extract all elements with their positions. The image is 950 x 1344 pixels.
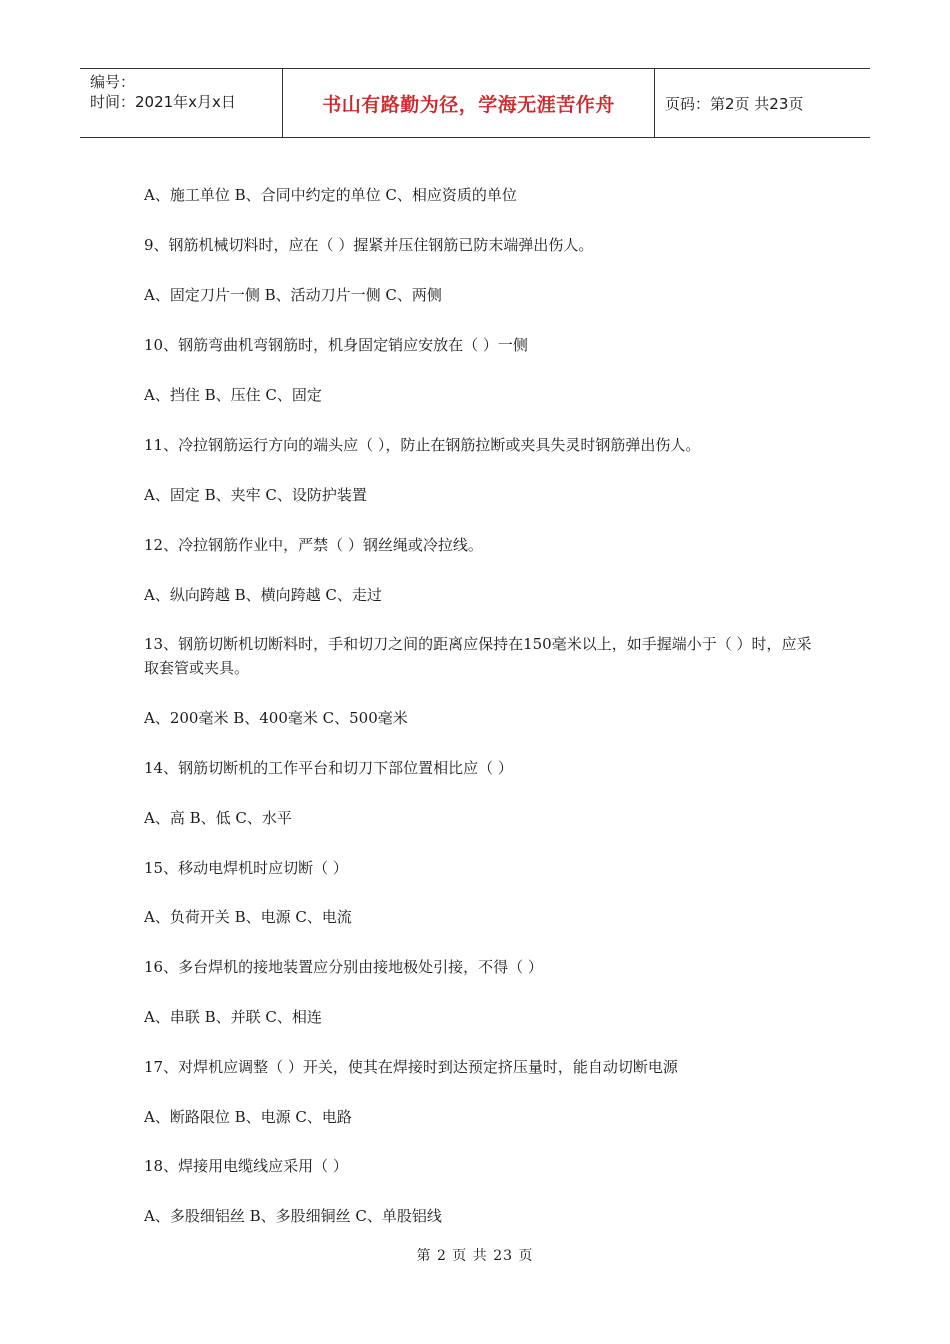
header-motto: 书山有路勤为径，学海无涯苦作舟	[282, 69, 655, 137]
answer-options: A、多股细铝丝 B、多股细铜丝 C、单股铝线	[144, 1207, 442, 1225]
question-18: 18、焊接用电缆线应采用（ ）	[144, 1157, 348, 1175]
question-10: 10、钢筋弯曲机弯钢筋时，机身固定销应安放在（ ）一侧	[144, 336, 528, 354]
page-header	[80, 68, 870, 138]
question-17: 17、对焊机应调整（ ）开关，使其在焊接时到达预定挤压量时，能自动切断电源	[144, 1058, 678, 1076]
answer-options: A、断路限位 B、电源 C、电路	[144, 1108, 352, 1126]
answer-options: A、串联 B、并联 C、相连	[144, 1008, 322, 1026]
answer-options: A、施工单位 B、合同中约定的单位 C、相应资质的单位	[144, 186, 517, 204]
answer-options: A、负荷开关 B、电源 C、电流	[144, 908, 352, 926]
page-footer: 第 2 页 共 23 页	[416, 1248, 534, 1264]
time-label: 时间：2021年x月x日	[90, 93, 236, 111]
question-16: 16、多台焊机的接地装置应分别由接地极处引接，不得（ ）	[144, 958, 543, 976]
answer-options: A、固定刀片一侧 B、活动刀片一侧 C、两侧	[144, 286, 442, 304]
answer-options: A、挡住 B、压住 C、固定	[144, 386, 322, 404]
answer-options: A、200毫米 B、400毫米 C、500毫米	[144, 709, 408, 727]
answer-options: A、固定 B、夹牢 C、设防护装置	[144, 486, 367, 504]
question-14: 14、钢筋切断机的工作平台和切刀下部位置相比应（ ）	[144, 759, 513, 777]
header-page-code: 页码：第2页 共23页	[665, 94, 804, 113]
question-13: 13、钢筋切断机切断料时，手和切刀之间的距离应保持在150毫米以上，如手握端小于（ ）时，应采取套管或夹具。	[144, 635, 812, 677]
question-11: 11、冷拉钢筋运行方向的端头应（ ），防止在钢筋拉断或夹具失灵时钢筋弹出伤人。	[144, 436, 701, 454]
number-label: 编号：	[90, 73, 136, 91]
answer-options: A、高 B、低 C、水平	[144, 809, 292, 827]
answer-options: A、纵向跨越 B、横向跨越 C、走过	[144, 586, 382, 604]
question-12: 12、冷拉钢筋作业中，严禁（ ）钢丝绳或冷拉线。	[144, 536, 483, 554]
header-info	[80, 69, 282, 137]
question-9: 9、钢筋机械切料时，应在（ ）握紧并压住钢筋已防末端弹出伤人。	[144, 236, 594, 254]
question-15: 15、移动电焊机时应切断（ ）	[144, 859, 348, 877]
